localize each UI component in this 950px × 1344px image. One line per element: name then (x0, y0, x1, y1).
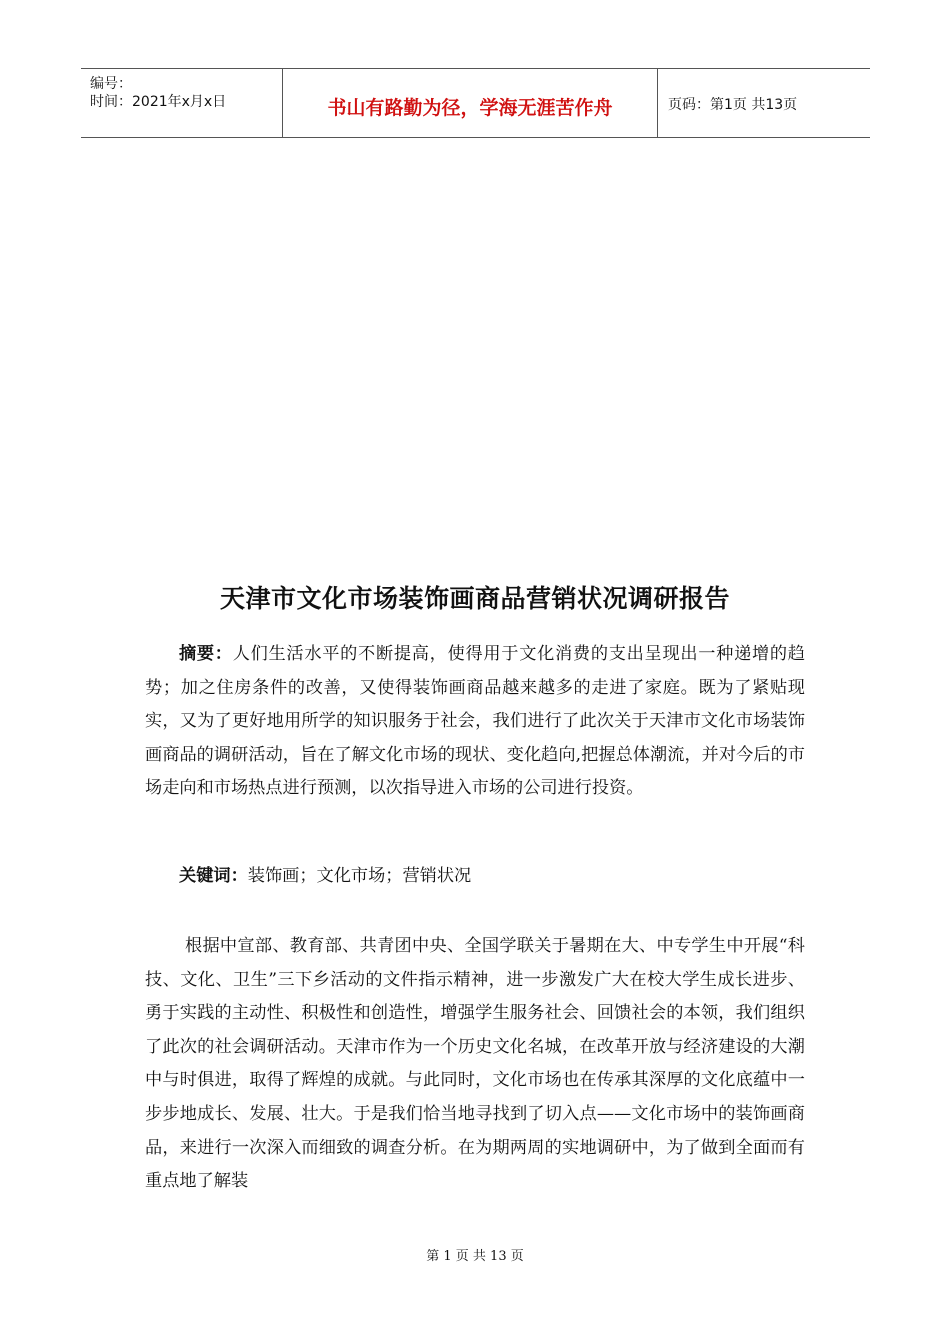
document-date: 时间：2021年x月x日 (90, 94, 227, 110)
header-motto-cell (283, 69, 658, 137)
page-footer: 第 1 页 共 13 页 (426, 1249, 524, 1264)
abstract-text: 人们生活水平的不断提高，使得用于文化消费的支出呈现出一种递增的趋势；加之住房条件的改善，又使得装饰画商品越来越多的走进了家庭。既为了紧贴现实，又为了更好地用所学的知识服务于社会，我们进行了此次关于天津市文化市场装饰画商品的调研活动，旨在了解文化市场的现状、变化趋向,把握总体潮流，并对今后的市场走向和市场热点进行预测，以次指导进入市场的公司进行投资。 (145, 644, 805, 799)
keywords-text: 装饰画；文化市场；营销状况 (247, 866, 472, 886)
body-paragraph: 根据中宣部、教育部、共青团中央、全国学联关于暑期在大、中专学生中开展“科技、文化、卫生”三下乡活动的文件指示精神，进一步激发广大在校大学生成长进步、勇于实践的主动性、积极性和创造性，增强学生服务社会、回馈社会的本领，我们组织了此次的社会调研活动。天津市作为一个历史文化名城，在改革开放与经济建设的大潮中与时俱进，取得了辉煌的成就。与此同时，文化市场也在传承其深厚的文化底蕴中一步步地成长、发展、壮大。于是我们恰当地寻找到了切入点——文化市场中的装饰画商品，来进行一次深入而细致的调查分析。在为期两周的实地调研中，为了做到全面而有重点地了解装 (145, 936, 805, 1192)
document-header (81, 68, 870, 138)
header-page-info: 页码：第1页 共13页 (668, 97, 798, 113)
header-meta-cell (81, 69, 283, 137)
document-title: 天津市文化市场装饰画商品营销状况调研报告 (219, 584, 730, 613)
keywords-label: 关键词： (179, 866, 248, 886)
abstract-label: 摘要： (179, 644, 233, 664)
document-number-label: 编号： (90, 76, 132, 92)
abstract-paragraph (145, 638, 805, 806)
header-page-cell (658, 69, 870, 137)
header-motto: 书山有路勤为径，学海无涯苦作舟 (327, 97, 613, 119)
keywords-paragraph (145, 860, 805, 894)
